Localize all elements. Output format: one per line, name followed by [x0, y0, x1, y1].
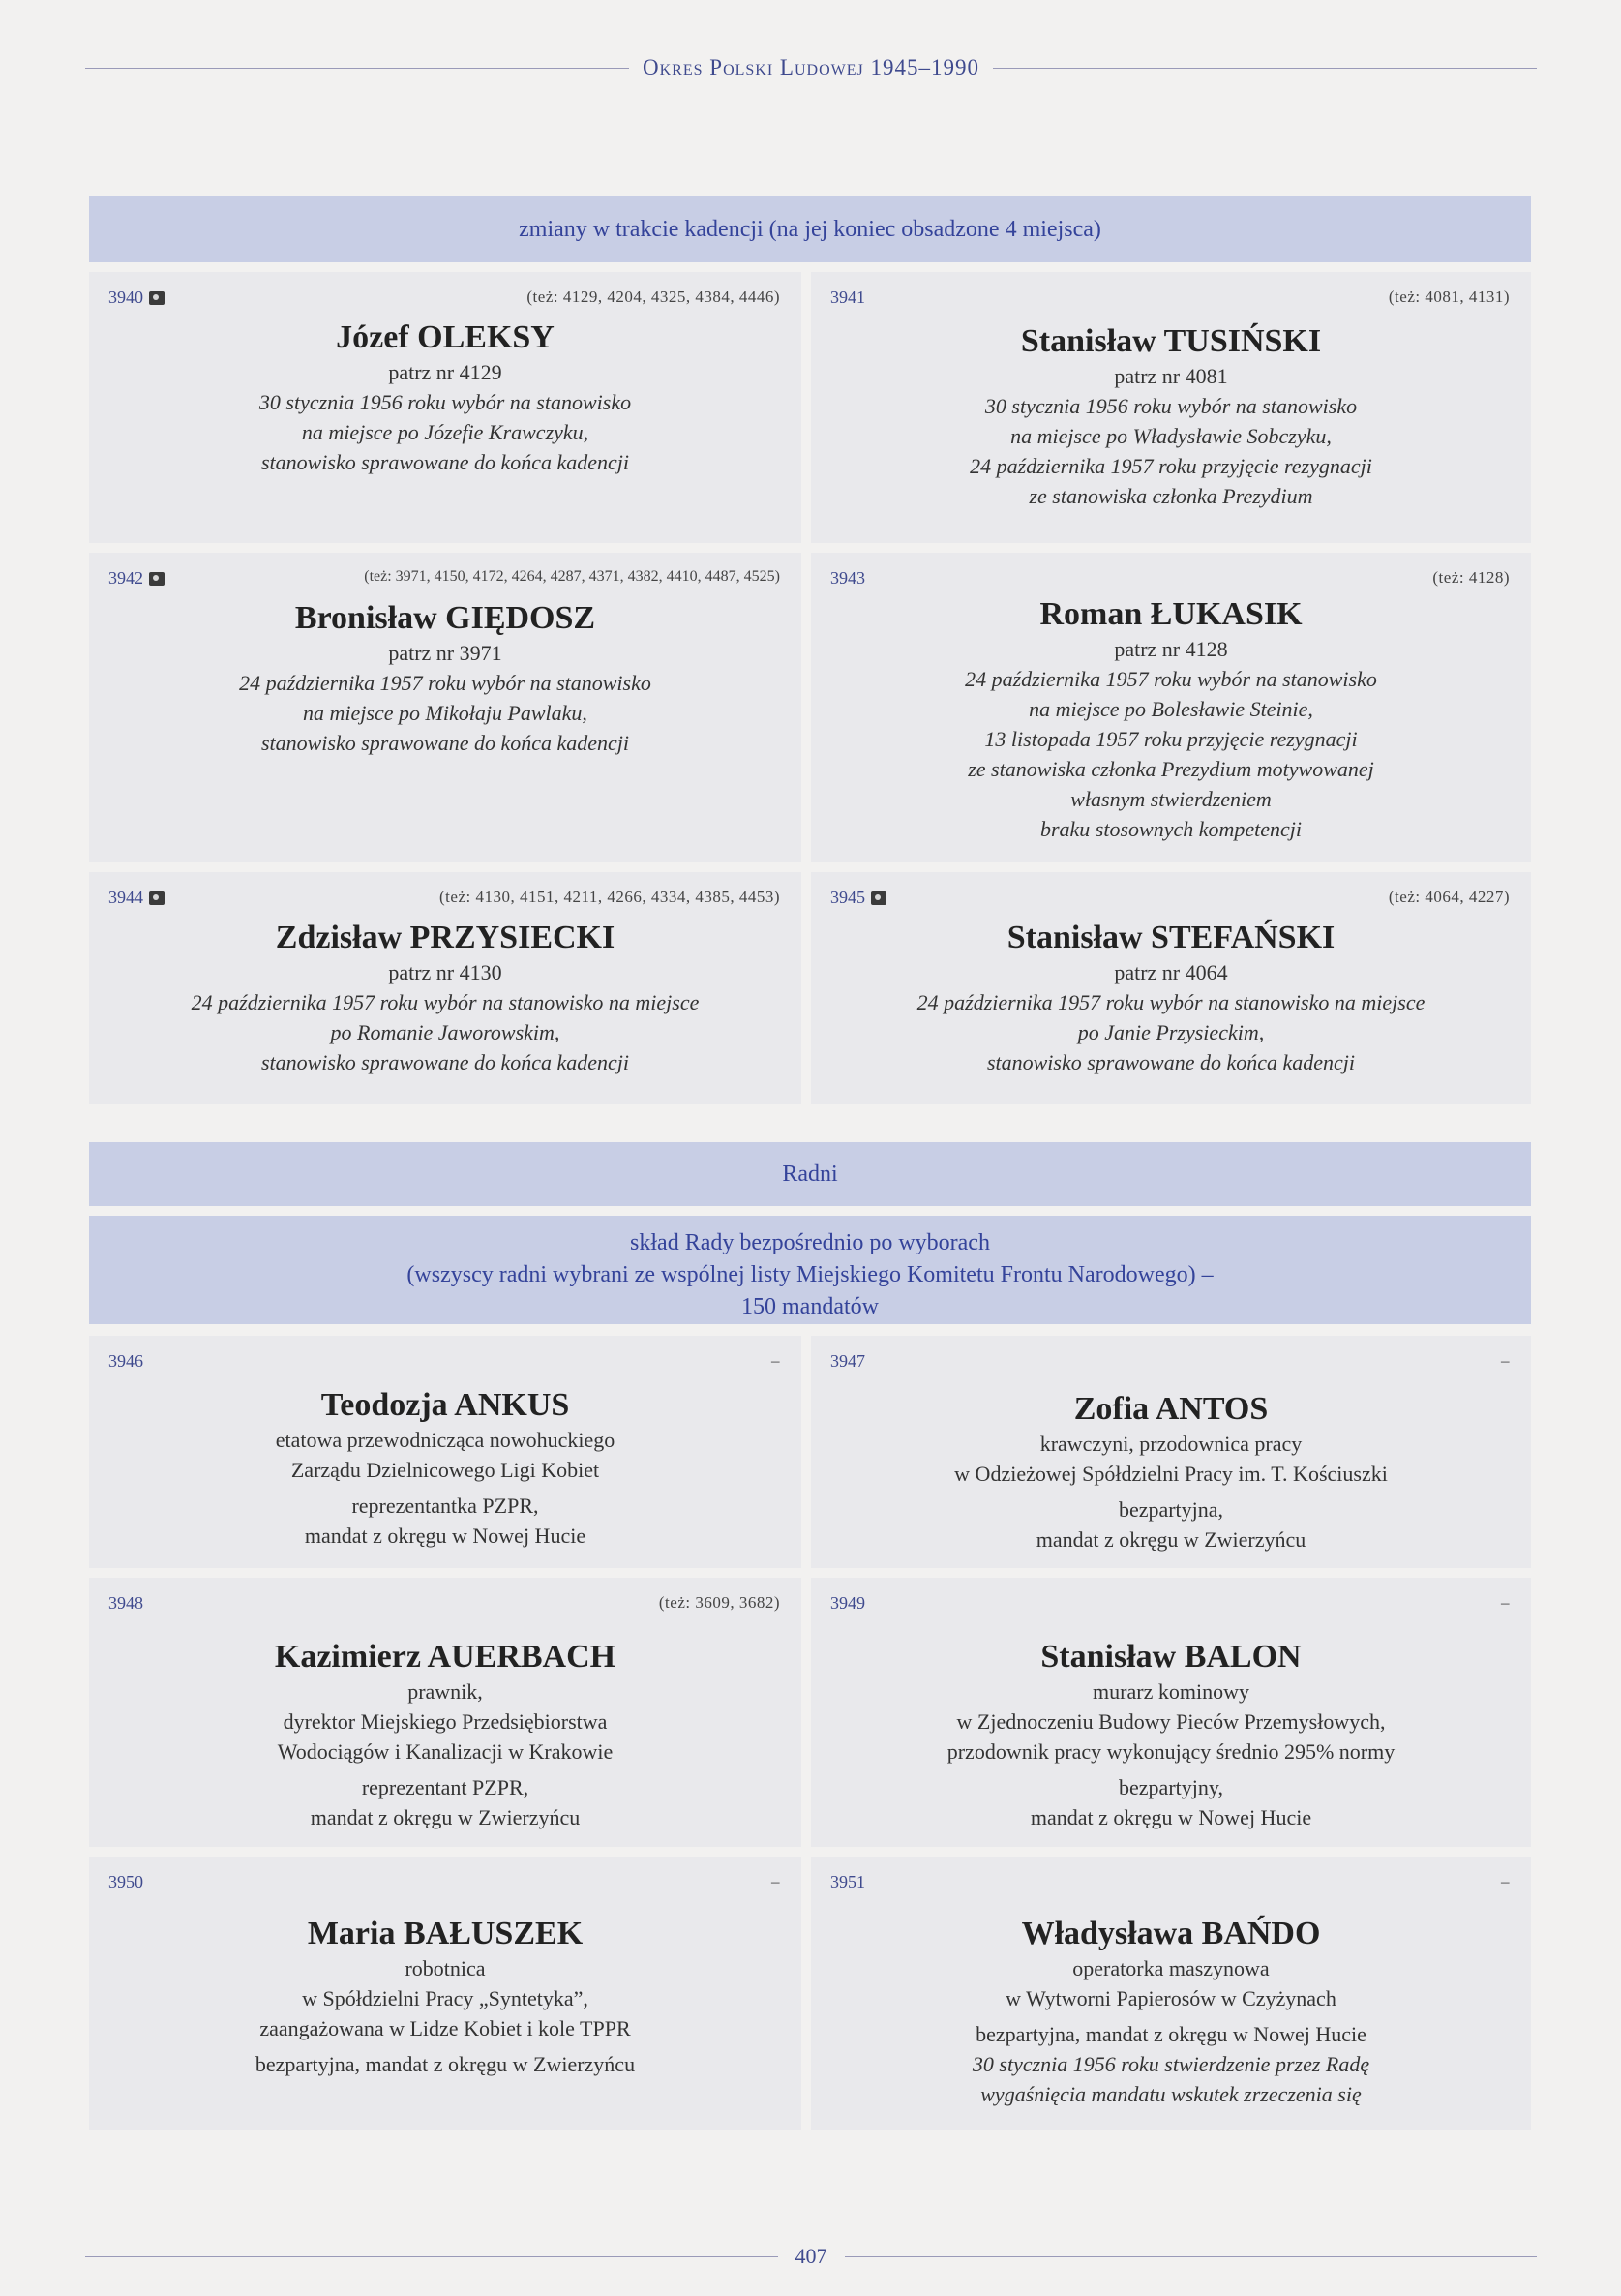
- entry-line: bezpartyjna, mandat z okręgu w Nowej Hucie: [976, 2022, 1366, 2046]
- entry-card-3940: [89, 272, 801, 543]
- entry-card-3948: [89, 1578, 801, 1847]
- entry-name: Józef OLEKSY: [336, 319, 555, 355]
- entry-line: po Janie Przysieckim,: [1077, 1020, 1265, 1044]
- header-rule-left: [85, 68, 629, 69]
- page-number: 407: [795, 2244, 827, 2268]
- entry-crossref: (też: 3971, 4150, 4172, 4264, 4287, 4371, 4382, 4410, 4487, 4525): [364, 568, 780, 585]
- entry-line: 30 stycznia 1956 roku wybór na stanowisko: [984, 394, 1358, 418]
- page-footer: [85, 2242, 1537, 2271]
- section-banner-sklad: [89, 1216, 1531, 1324]
- entry-crossref: –: [1501, 1351, 1510, 1370]
- entry-line: patrz nr 4128: [1114, 637, 1228, 661]
- entry-crossref: (też: 3609, 3682): [658, 1593, 780, 1612]
- entry-card-3950: [89, 1857, 801, 2130]
- entry-number: 3949: [830, 1593, 865, 1613]
- camera-icon: [149, 891, 165, 905]
- entry-line: w Wytworni Papierosów w Czyżynach: [1006, 1986, 1336, 2010]
- entry-line: stanowisko sprawowane do końca kadencji: [986, 1050, 1356, 1074]
- entry-line: bezpartyjna, mandat z okręgu w Zwierzyńcu: [255, 2052, 636, 2076]
- entry-line: 24 października 1957 roku wybór na stanowisko: [965, 667, 1377, 691]
- entry-name: Kazimierz AUERBACH: [274, 1639, 616, 1675]
- entry-name: Władysława BAŃDO: [1021, 1916, 1321, 1951]
- running-header-title: Okres Polski Ludowej 1945–1990: [643, 55, 979, 79]
- entry-crossref: –: [771, 1872, 780, 1890]
- entry-line: na miejsce po Władysławie Sobczyku,: [1010, 424, 1332, 448]
- entry-line: reprezentant PZPR,: [361, 1775, 529, 1799]
- entry-line: patrz nr 3971: [388, 641, 502, 665]
- entry-number: 3942: [108, 568, 143, 588]
- footer-rule-left: [85, 2256, 778, 2257]
- section-banner-radni: [89, 1142, 1531, 1206]
- entry-line: na miejsce po Józefie Krawczyku,: [301, 420, 589, 444]
- entry-crossref: –: [771, 1351, 780, 1370]
- entry-line: dyrektor Miejskiego Przedsiębiorstwa: [283, 1709, 608, 1734]
- entry-line: w Spółdzielni Pracy „Syntetyka”,: [302, 1986, 588, 2010]
- entry-line: robotnica: [405, 1956, 486, 1980]
- entry-line: etatowa przewodnicząca nowohuckiego: [275, 1428, 615, 1452]
- entry-line: ze stanowiska członka Prezydium motywowanej: [968, 757, 1374, 781]
- entry-number: 3951: [830, 1872, 865, 1891]
- entry-name: Stanisław TUSIŃSKI: [1020, 323, 1322, 359]
- entry-line: mandat z okręgu w Zwierzyńcu: [310, 1805, 581, 1829]
- entry-line: Wodociągów i Kanalizacji w Krakowie: [277, 1739, 614, 1764]
- entry-number: 3947: [830, 1351, 865, 1371]
- entry-line: patrz nr 4081: [1114, 364, 1228, 388]
- entry-line: mandat z okręgu w Zwierzyńcu: [1036, 1527, 1306, 1552]
- entry-line: reprezentantka PZPR,: [351, 1494, 539, 1518]
- entry-line: własnym stwierdzeniem: [1070, 787, 1272, 811]
- section-banner-changes: [89, 196, 1531, 262]
- entry-crossref: (też: 4064, 4227): [1388, 888, 1510, 906]
- entry-line: w Zjednoczeniu Budowy Pieców Przemysłowych,: [956, 1709, 1386, 1734]
- entry-line: stanowisko sprawowane do końca kadencji: [260, 1050, 630, 1074]
- entry-name: Roman ŁUKASIK: [1039, 596, 1303, 632]
- entry-crossref: (też: 4081, 4131): [1388, 287, 1510, 306]
- entry-line: 24 października 1957 roku przyjęcie rezygnacji: [970, 454, 1372, 478]
- entry-line: operatorka maszynowa: [1072, 1956, 1270, 1980]
- entry-crossref: –: [1501, 1872, 1510, 1890]
- entry-number: 3943: [830, 568, 865, 588]
- entry-name: Zofia ANTOS: [1073, 1391, 1269, 1427]
- camera-icon: [149, 572, 165, 586]
- entry-card-3944: [89, 872, 801, 1104]
- entry-crossref: –: [1501, 1593, 1510, 1612]
- banner-sklad-line: 150 mandatów: [741, 1294, 879, 1319]
- entry-line: stanowisko sprawowane do końca kadencji: [260, 731, 630, 755]
- entry-line: 13 listopada 1957 roku przyjęcie rezygnacji: [984, 727, 1358, 751]
- entry-line: patrz nr 4064: [1114, 960, 1228, 984]
- entry-line: patrz nr 4129: [388, 360, 502, 384]
- entry-name: Bronisław GIĘDOSZ: [294, 600, 596, 636]
- entry-card-3947: [811, 1336, 1531, 1568]
- entry-line: 24 października 1957 roku wybór na stanowisko na miejsce: [191, 990, 700, 1014]
- entry-line: na miejsce po Bolesławie Steinie,: [1029, 697, 1313, 721]
- entry-line: ze stanowiska członka Prezydium: [1029, 484, 1313, 508]
- entry-line: bezpartyjny,: [1119, 1775, 1223, 1799]
- entry-number: 3946: [108, 1351, 143, 1371]
- entry-line: bezpartyjna,: [1118, 1497, 1224, 1522]
- entry-card-3945: [811, 872, 1531, 1104]
- banner-radni-text: Radni: [782, 1162, 838, 1187]
- header-rule-right: [993, 68, 1537, 69]
- entry-number: 3941: [830, 287, 865, 307]
- entry-line: patrz nr 4130: [388, 960, 502, 984]
- entry-line: prawnik,: [407, 1679, 483, 1704]
- entry-line: 30 stycznia 1956 roku wybór na stanowisko: [258, 390, 632, 414]
- entry-line: murarz kominowy: [1093, 1679, 1249, 1704]
- entry-line: w Odzieżowej Spółdzielni Pracy im. T. Kościuszki: [954, 1462, 1388, 1486]
- entry-name: Maria BAŁUSZEK: [307, 1916, 584, 1951]
- entry-number: 3948: [108, 1593, 143, 1613]
- entry-line: po Romanie Jaworowskim,: [330, 1020, 560, 1044]
- entry-line: krawczyni, przodownica pracy: [1039, 1432, 1303, 1456]
- entry-name: Zdzisław PRZYSIECKI: [275, 920, 615, 955]
- entry-number: 3940: [108, 287, 143, 307]
- entry-line: zaangażowana w Lidze Kobiet i kole TPPR: [259, 2016, 631, 2040]
- entry-line: Zarządu Dzielnicowego Ligi Kobiet: [290, 1458, 600, 1482]
- entry-number: 3944: [108, 888, 143, 907]
- entry-line: 24 października 1957 roku wybór na stanowisko: [239, 671, 651, 695]
- banner-changes-text: zmiany w trakcie kadencji (na jej koniec obsadzone 4 miejsca): [519, 217, 1101, 242]
- entry-line: 24 października 1957 roku wybór na stanowisko na miejsce: [916, 990, 1426, 1014]
- entry-name: Teodozja ANKUS: [320, 1387, 570, 1423]
- banner-sklad-line: skład Rady bezpośrednio po wyborach: [630, 1230, 990, 1255]
- entry-card-3949: [811, 1578, 1531, 1847]
- entry-card-3943: [811, 553, 1531, 862]
- entry-number: 3950: [108, 1872, 143, 1891]
- camera-icon: [871, 891, 886, 905]
- running-header: [85, 50, 1537, 85]
- entry-line: mandat z okręgu w Nowej Hucie: [304, 1524, 586, 1548]
- entry-line: na miejsce po Mikołaju Pawlaku,: [303, 701, 587, 725]
- banner-sklad-line: (wszyscy radni wybrani ze wspólnej listy Miejskiego Komitetu Frontu Narodowego) –: [406, 1262, 1214, 1287]
- entry-card-3941: [811, 272, 1531, 543]
- entry-card-3942: [89, 553, 801, 862]
- camera-icon: [149, 291, 165, 305]
- entry-name: Stanisław STEFAŃSKI: [1006, 920, 1336, 955]
- entry-line: mandat z okręgu w Nowej Hucie: [1030, 1805, 1312, 1829]
- entry-line: przodownik pracy wykonujący średnio 295% normy: [946, 1739, 1396, 1764]
- entry-line: 30 stycznia 1956 roku stwierdzenie przez Radę: [972, 2052, 1370, 2076]
- entry-name: Stanisław BALON: [1040, 1639, 1302, 1675]
- entry-number: 3945: [830, 888, 865, 907]
- entry-crossref: (też: 4129, 4204, 4325, 4384, 4446): [526, 287, 780, 306]
- entry-crossref: (też: 4130, 4151, 4211, 4266, 4334, 4385, 4453): [439, 888, 780, 906]
- entry-line: braku stosownych kompetencji: [1039, 817, 1303, 841]
- entry-card-3946: [89, 1336, 801, 1568]
- entry-card-3951: [811, 1857, 1531, 2130]
- entry-line: stanowisko sprawowane do końca kadencji: [260, 450, 630, 474]
- footer-rule-right: [845, 2256, 1538, 2257]
- entry-crossref: (też: 4128): [1432, 568, 1510, 587]
- entry-line: wygaśnięcia mandatu wskutek zrzeczenia się: [980, 2082, 1362, 2106]
